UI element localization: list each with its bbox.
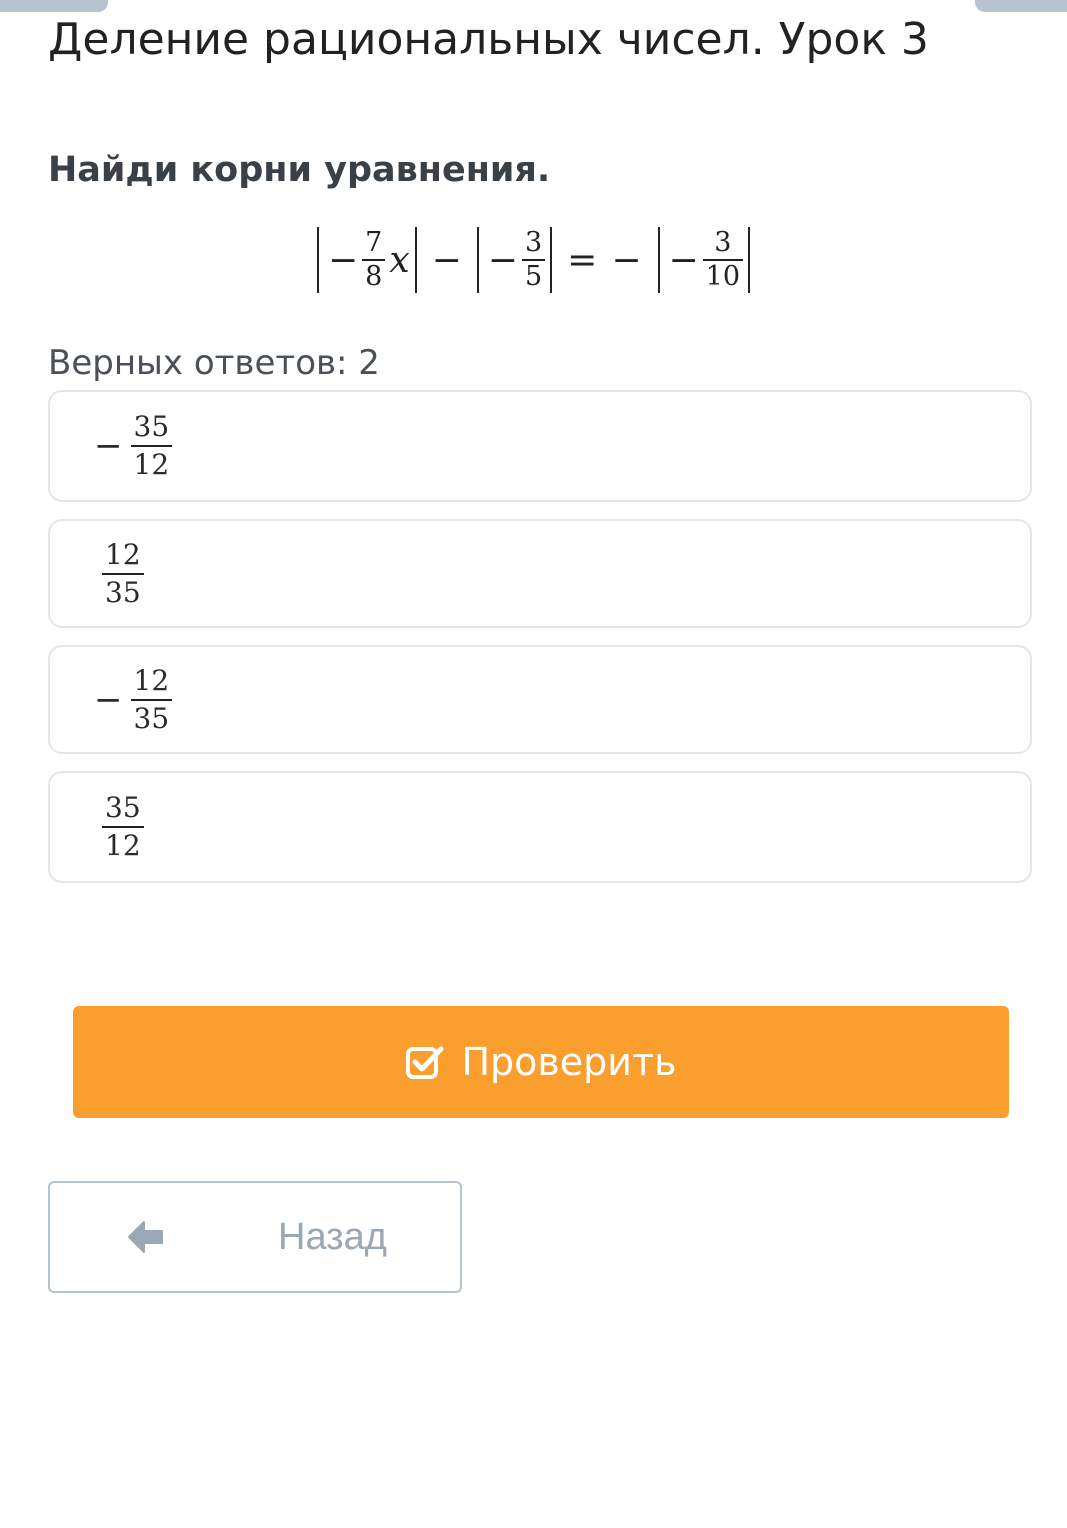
abs-bar: [658, 227, 660, 293]
numerator: 3: [524, 227, 543, 258]
numerator: 35: [133, 410, 170, 443]
answer-option-4[interactable]: [48, 771, 1032, 883]
option-math: [94, 409, 172, 483]
eq-sign: −: [611, 239, 642, 281]
question-prompt: Найди корни уравнения.: [48, 150, 551, 190]
numerator: 35: [105, 791, 141, 824]
checkbox-check-icon: [405, 1044, 445, 1080]
option-fraction: [131, 663, 173, 737]
numerator: 3: [714, 227, 732, 258]
correct-answers-count: Верных ответов: 2: [48, 343, 380, 383]
eq-sign: −: [327, 239, 359, 281]
denominator: 12: [133, 448, 170, 481]
option-sign: −: [94, 426, 123, 466]
option-sign: −: [94, 679, 123, 720]
abs-bar: [415, 227, 417, 293]
denominator: 35: [133, 701, 170, 735]
answer-option-2[interactable]: [48, 519, 1032, 628]
back-button[interactable]: [48, 1181, 462, 1293]
equation: [0, 214, 1067, 306]
answer-option-1[interactable]: [48, 390, 1032, 502]
option-fraction: [102, 790, 144, 864]
page-title: Деление рациональных чисел. Урок 3: [48, 14, 929, 65]
option-math: [94, 537, 144, 611]
eq-operator: −: [431, 239, 462, 281]
numerator: 7: [365, 227, 383, 258]
top-tab-left[interactable]: [0, 0, 108, 12]
check-button-label: Проверить: [461, 1040, 677, 1084]
back-button-label: Назад: [278, 1216, 387, 1258]
check-button[interactable]: [73, 1006, 1009, 1118]
option-fraction: [131, 409, 173, 483]
abs-bar: [477, 227, 479, 293]
eq-equals: =: [567, 239, 598, 281]
fraction-3-5: [522, 227, 545, 293]
option-fraction: [102, 537, 144, 611]
variable-x: x: [389, 239, 410, 281]
abs-bar: [550, 227, 552, 293]
eq-sign: −: [668, 239, 699, 281]
denominator: 10: [705, 261, 741, 292]
denominator: 8: [365, 261, 383, 292]
option-math: [94, 663, 172, 737]
top-tab-right[interactable]: [975, 0, 1067, 12]
eq-sign: −: [487, 239, 518, 281]
abs-bar: [317, 227, 319, 293]
abs-bar: [748, 227, 750, 293]
option-math: [94, 790, 144, 864]
denominator: 5: [524, 261, 543, 292]
numerator: 12: [105, 537, 141, 571]
arrow-left-icon: [126, 1219, 166, 1255]
answer-option-3[interactable]: [48, 645, 1032, 754]
fraction-3-10: [703, 227, 743, 293]
denominator: 35: [105, 575, 141, 609]
denominator: 12: [105, 829, 141, 862]
fraction-7-8: [362, 227, 385, 293]
numerator: 12: [133, 663, 170, 697]
